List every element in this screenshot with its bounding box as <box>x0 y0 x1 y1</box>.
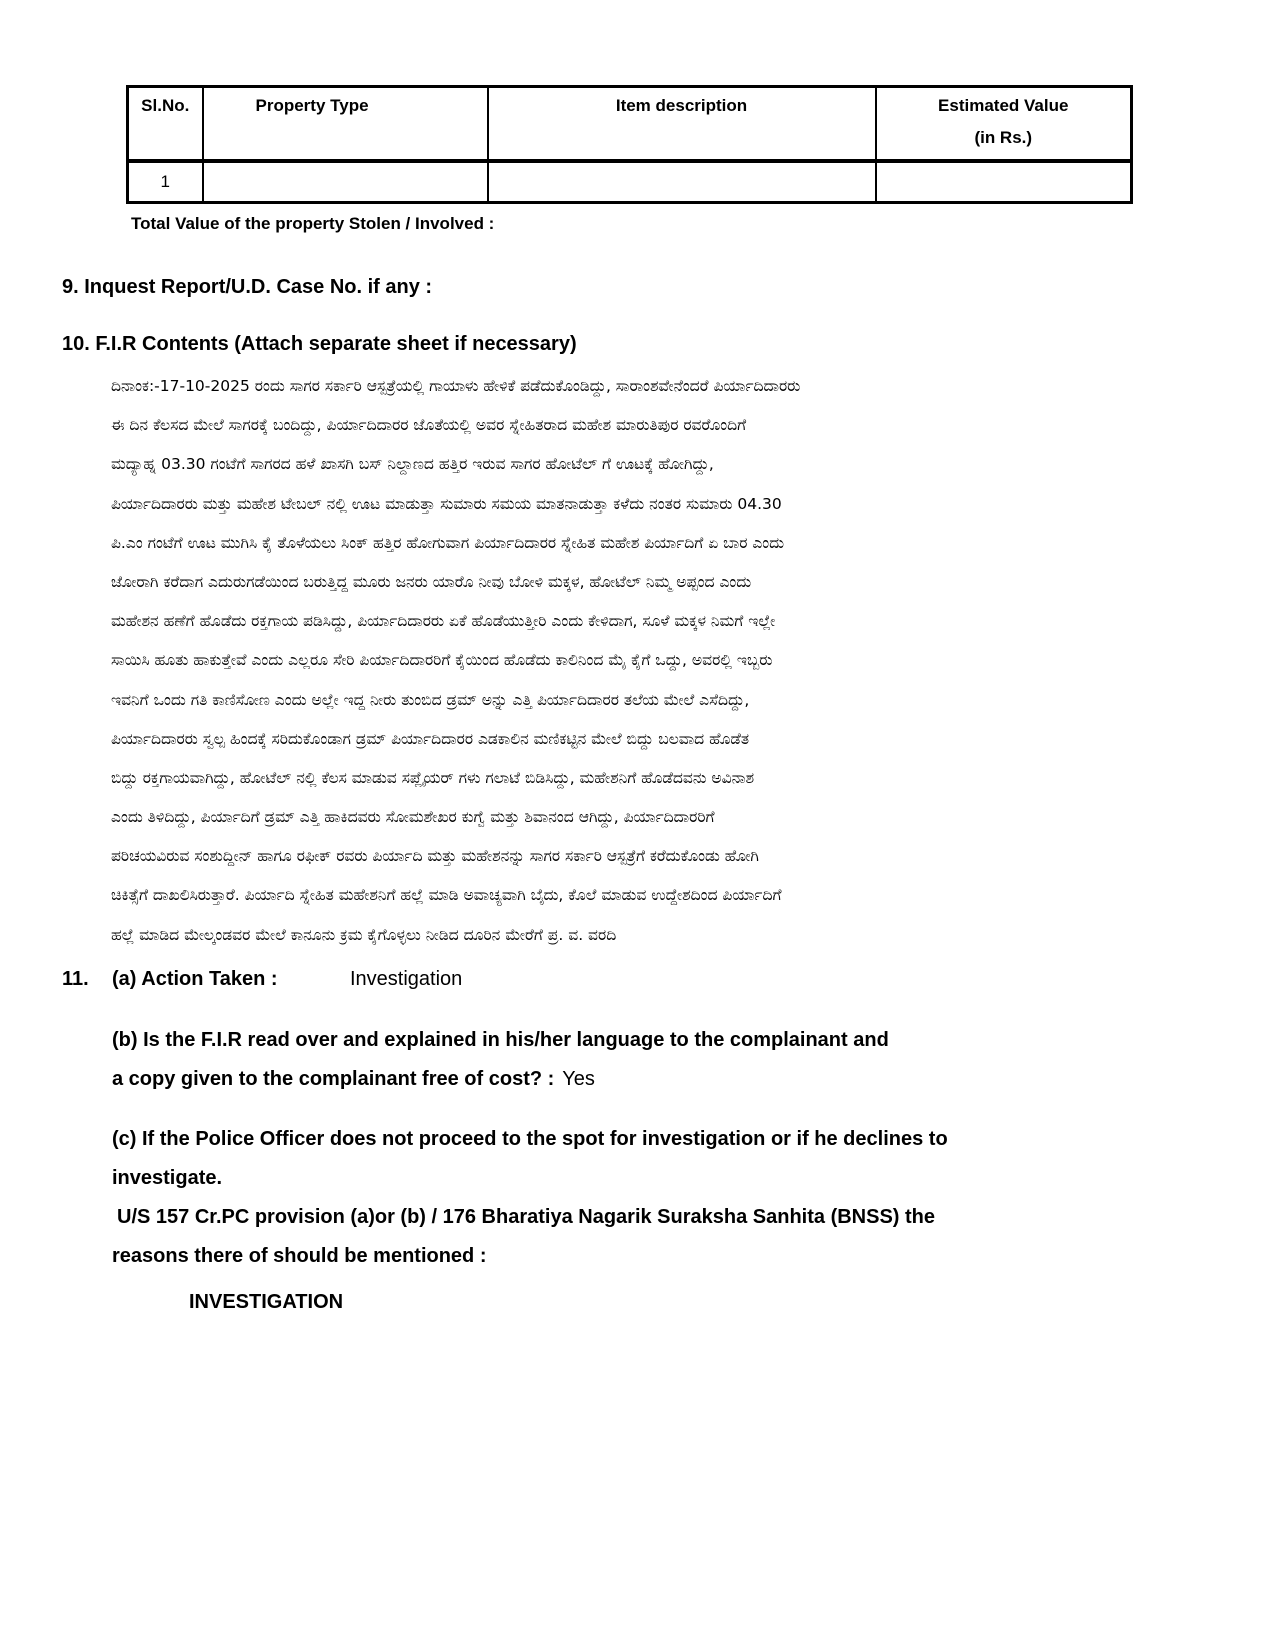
cell-slno: 1 <box>128 161 203 203</box>
question-b-answer: Yes <box>562 1068 595 1090</box>
fir-line: ದಿನಾಂಕ:-17-10-2025 ರಂದು ಸಾಗರ ಸರ್ಕಾರಿ ಆಸ್ಪತ್ರೆಯಲ್ಲಿ ಗಾಯಾಳು ಹೇಳಿಕೆ ಪಡೆದುಕೊಂಡಿದ್ದು, ಸಾರಾಂಶವೇನೆಂದರೆ ಪಿರ್ಯಾದಿದಾರರು <box>111 377 801 395</box>
action-taken-label: (a) Action Taken : <box>112 968 278 990</box>
fir-read-over-question <box>112 1021 889 1099</box>
property-table-header <box>128 87 1132 161</box>
cell-item-description <box>488 161 876 203</box>
total-value-label: Total Value of the property Stolen / Involved : <box>131 214 495 233</box>
header-property-type: Property Type <box>203 87 488 161</box>
fir-line: ಈ ದಿನ ಕೆಲಸದ ಮೇಲೆ ಸಾಗರಕ್ಕೆ ಬಂದಿದ್ದು, ಪಿರ್ಯಾದಿದಾರರ ಜೊತೆಯಲ್ಲಿ ಅವರ ಸ್ನೇಹಿತರಾದ ಮಹೇಶ ಮಾರುತಿಪುರ ರವರೊಂದಿಗೆ <box>111 416 747 435</box>
investigation-reason-question <box>112 1120 948 1276</box>
fir-line: ಚಿಕಿತ್ಸೆಗೆ ದಾಖಲಿಸಿರುತ್ತಾರೆ. ಪಿರ್ಯಾದಿ ಸ್ನೇಹಿತ ಮಹೇಶನಿಗೆ ಹಲ್ಲೆ ಮಾಡಿ ಅವಾಚ್ಯವಾಗಿ ಬೈದು, ಕೊಲೆ ಮಾಡುವ ಉದ್ದೇಶದಿಂದ ಪಿರ್ಯಾದಿಗೆ <box>111 886 782 905</box>
fir-line: ಪಿರ್ಯಾದಿದಾರರು ಸ್ವಲ್ಪ ಹಿಂದಕ್ಕೆ ಸರಿದುಕೊಂಡಾಗ ಡ್ರಮ್ ಪಿರ್ಯಾದಿದಾರರ ಎಡಕಾಲಿನ ಮಣಿಕಟ್ಟಿನ ಮೇಲೆ ಬಿದ್ದು ಬಲವಾದ ಹೊಡೆತ <box>111 729 750 748</box>
header-estimated-value <box>876 87 1132 161</box>
question-c-line4: reasons there of should be mentioned : <box>112 1245 487 1267</box>
header-slno: Sl.No. <box>128 87 203 161</box>
question-b-line1: (b) Is the F.I.R read over and explained in his/her language to the complainant and <box>112 1029 889 1051</box>
action-taken-value: Investigation <box>350 968 463 990</box>
fir-line: ಜೋರಾಗಿ ಕರೆದಾಗ ಎದುರುಗಡೆಯಿಂದ ಬರುತ್ತಿದ್ದ ಮೂರು ಜನರು ಯಾರೊ ನೀವು ಬೋಳಿ ಮಕ್ಕಳ, ಹೋಟೆಲ್ ನಿಮ್ಮ ಅಪ್ಪಂದ ಎಂದು <box>111 572 752 591</box>
question-c-line3: U/S 157 Cr.PC provision (a)or (b) / 176 Bharatiya Nagarik Suraksha Sanhita (BNSS) the <box>117 1206 936 1228</box>
fir-line: ಮದ್ಯಾಹ್ನ 03.30 ಗಂಟೆಗೆ ಸಾಗರದ ಹಳೆ ಖಾಸಗಿ ಬಸ್ ನಿಲ್ದಾಣದ ಹತ್ತಿರ ಇರುವ ಸಾಗರ ಹೋಟೆಲ್ ಗೆ ಊಟಕ್ಕೆ ಹೋಗಿದ್ದು, <box>111 455 714 474</box>
fir-line: ಸಾಯಿಸಿ ಹೂತು ಹಾಕುತ್ತೇವೆ ಎಂದು ಎಲ್ಲರೂ ಸೇರಿ ಪಿರ್ಯಾದಿದಾರರಿಗೆ ಕೈಯಿಂದ ಹೊಡೆದು ಕಾಲಿನಿಂದ ಮೈ ಕೈಗೆ ಒದ್ದು, ಅವರಲ್ಲಿ ಇಬ್ಬರು <box>111 651 773 670</box>
fir-line: ಪರಿಚಯವಿರುವ ಸಂಶುದ್ದೀನ್ ಹಾಗೂ ರಫೀಕ್ ರವರು ಪಿರ್ಯಾದಿ ಮತ್ತು ಮಹೇಶನನ್ನು ಸಾಗರ ಸರ್ಕಾರಿ ಆಸ್ಪತ್ರೆಗೆ ಕರೆದುಕೊಂಡು ಹೋಗಿ <box>111 847 759 866</box>
fir-line: ಮಹೇಶನ ಹಣೆಗೆ ಹೊಡೆದು ರಕ್ತಗಾಯ ಪಡಿಸಿದ್ದು, ಪಿರ್ಯಾದಿದಾರರು ಏಕೆ ಹೊಡೆಯುತ್ತೀರಿ ಎಂದು ಕೇಳಿದಾಗ, ಸೂಳೆ ಮಕ್ಕಳ ನಿಮಗೆ ಇಲ್ಲೇ <box>111 612 776 631</box>
section-10-title: 10. F.I.R Contents (Attach separate sheet if necessary) <box>62 333 577 355</box>
question-c-line2: investigate. <box>112 1167 223 1189</box>
fir-line: ಪಿರ್ಯಾದಿದಾರರು ಮತ್ತು ಮಹೇಶ ಟೇಬಲ್ ನಲ್ಲಿ ಊಟ ಮಾಡುತ್ತಾ ಸುಮಾರು ಸಮಯ ಮಾತನಾಡುತ್ತಾ ಕಳೆದು ನಂತರ ಸುಮಾರು 04.30 <box>111 494 782 513</box>
cell-property-type <box>203 161 488 203</box>
header-estimated-value-line2: (in Rs.) <box>974 128 1033 147</box>
cell-estimated-value <box>876 161 1132 203</box>
fir-line: ಇವನಿಗೆ ಒಂದು ಗತಿ ಕಾಣಿಸೋಣ ಎಂದು ಅಲ್ಲೇ ಇದ್ದ ನೀರು ತುಂಬಿದ ಡ್ರಮ್ ಅನ್ನು ಎತ್ತಿ ಪಿರ್ಯಾದಿದಾರರ ತಲೆಯ ಮೇಲೆ ಎಸೆದಿದ್ದು, <box>111 690 750 709</box>
fir-line: ಪಿ.ಎಂ ಗಂಟೆಗೆ ಊಟ ಮುಗಿಸಿ ಕೈ ತೊಳೆಯಲು ಸಿಂಕ್ ಹತ್ತಿರ ಹೋಗುವಾಗ ಪಿರ್ಯಾದಿದಾರರ ಸ್ನೇಹಿತ ಮಹೇಶ ಪಿರ್ಯಾದಿಗೆ ಏ ಬಾರ ಎಂದು <box>111 533 785 552</box>
section-11-number: 11. <box>62 968 89 990</box>
header-item-description: Item description <box>488 87 876 161</box>
investigation-reason-value: INVESTIGATION <box>189 1291 344 1313</box>
fir-line: ಹಲ್ಲೆ ಮಾಡಿದ ಮೇಲ್ಕಂಡವರ ಮೇಲೆ ಕಾನೂನು ಕ್ರಮ ಕೈಗೊಳ್ಳಲು ನೀಡಿದ ದೂರಿನ ಮೇರೆಗೆ ಪ್ರ. ವ. ವರದಿ <box>111 925 617 944</box>
header-estimated-value-line1: Estimated Value <box>938 96 1069 115</box>
section-9-title: 9. Inquest Report/U.D. Case No. if any : <box>62 276 433 298</box>
table-row <box>128 161 1132 203</box>
fir-contents <box>111 367 1131 955</box>
fir-line: ಎಂದು ತಿಳಿದಿದ್ದು, ಪಿರ್ಯಾದಿಗೆ ಡ್ರಮ್ ಎತ್ತಿ ಹಾಕಿದವರು ಸೋಮಶೇಖರ ಕುಗ್ವೆ ಮತ್ತು ಶಿವಾನಂದ ಆಗಿದ್ದು, ಪಿರ್ಯಾದಿದಾರರಿಗೆ <box>111 808 715 827</box>
property-table <box>126 85 1133 204</box>
question-c-line1: (c) If the Police Officer does not proceed to the spot for investigation or if he declines to <box>112 1128 948 1150</box>
fir-line: ಬಿದ್ದು ರಕ್ತಗಾಯವಾಗಿದ್ದು, ಹೋಟೆಲ್ ನಲ್ಲಿ ಕೆಲಸ ಮಾಡುವ ಸಪ್ಲೈಯರ್ ಗಳು ಗಲಾಟೆ ಬಿಡಿಸಿದ್ದು, ಮಹೇಶನಿಗೆ ಹೊಡೆದವನು ಅವಿನಾಶ <box>111 768 755 787</box>
question-b-line2: a copy given to the complainant free of cost? : <box>112 1068 555 1090</box>
